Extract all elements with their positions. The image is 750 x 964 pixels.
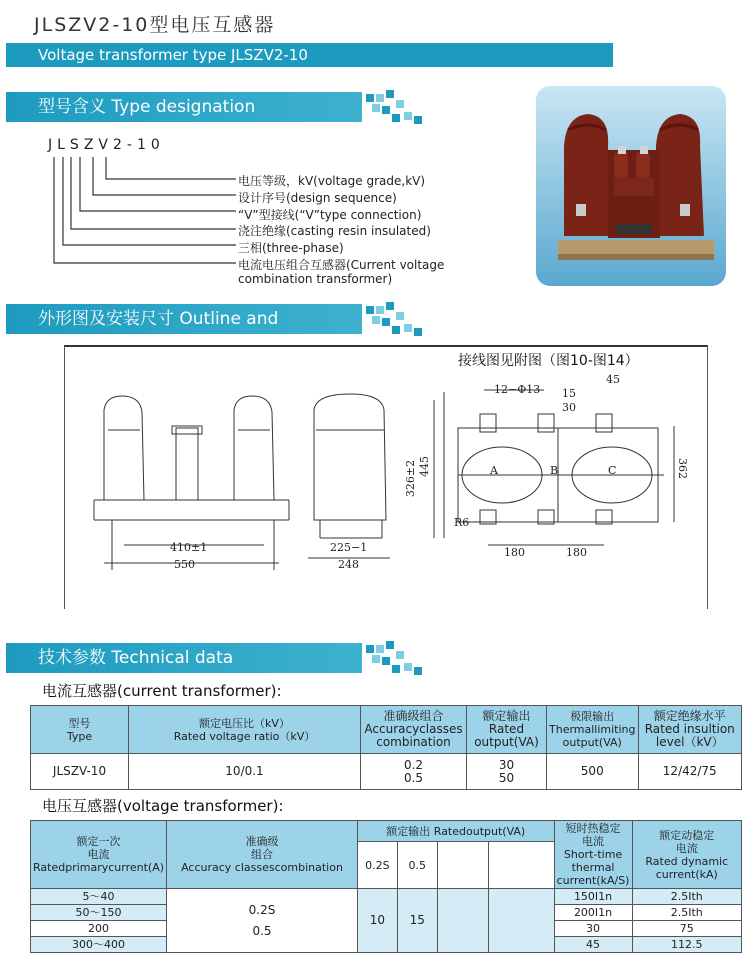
header-accuracy: 准确级 组合 Accuracy classescombination — [167, 821, 358, 889]
header-ratio: 额定电压比（kV） Rated voltage ratio（kV） — [129, 706, 361, 754]
phase-a-label: A — [490, 464, 498, 477]
section-type-designation — [6, 92, 362, 122]
cell-dynamic: 2.5Ith — [632, 905, 741, 921]
phase-b-label: B — [550, 464, 559, 477]
designation-design-sequence: 设计序号(design sequence) — [238, 191, 397, 205]
dim-326: 326±2 — [404, 459, 418, 498]
current-transformer-heading: 电流互感器(current transformer): — [42, 682, 282, 700]
cell-insulation: 12/42/75 — [638, 754, 741, 790]
dim-248: 248 — [338, 558, 359, 571]
dim-445: 445 — [418, 456, 431, 477]
transformer-image — [536, 86, 726, 286]
dim-45: 45 — [606, 373, 620, 386]
section-title: 外形图及安装尺寸 Outline and dimensions — [38, 309, 279, 359]
cell-thermal: 150I1n — [554, 889, 632, 905]
dim-r6: R6 — [454, 516, 470, 529]
cell-accuracy: 0.2S 0.5 — [167, 889, 358, 953]
designation-casting-resin: 浇注绝缘(casting resin insulated) — [238, 224, 431, 238]
dim-550: 550 — [174, 558, 195, 571]
section-outline-dimensions — [6, 304, 362, 359]
header-thermal-current: 短时热稳定 电流 Short-time thermal current(kA/S) — [554, 821, 632, 889]
dim-180-left: 180 — [504, 546, 525, 559]
table-row — [31, 889, 742, 905]
header-output: 额定输出 Rated output(VA) — [467, 706, 547, 754]
decorative-squares-icon — [366, 641, 424, 675]
table-header-row — [31, 706, 742, 754]
header-dynamic-current: 额定动稳定 电流 Rated dynamic current(kA) — [632, 821, 741, 889]
header-output-empty-1 — [437, 842, 489, 889]
designation-three-phase: 三相(three-phase) — [238, 241, 344, 255]
cell-output-05: 15 — [397, 889, 437, 953]
cell-type: JLSZV-10 — [31, 754, 129, 790]
cell-primary: 300～400 — [31, 937, 167, 953]
header-rated-output: 额定输出 Ratedoutput(VA) — [357, 821, 554, 842]
header-output-05: 0.5 — [397, 842, 437, 889]
cell-limiting: 500 — [547, 754, 639, 790]
designation-code: JLSZV2-10 — [48, 137, 165, 153]
product-photo — [536, 86, 726, 286]
header-insulation: 额定绝缘水平 Rated insultion level（kV） — [638, 706, 741, 754]
designation-voltage-grade: 电压等级，kV(voltage grade,kV) — [238, 174, 426, 188]
designation-combination: 电流电压组合互感器(Current voltage — [238, 258, 445, 272]
decorative-squares-icon — [366, 302, 424, 336]
designation-v-connection: “V”型接线(“V”type connection) — [238, 208, 422, 222]
cell-dynamic: 2.5Ith — [632, 889, 741, 905]
wiring-diagram-note: 接线图见附图（图10-图14） — [458, 353, 639, 369]
dim-30: 30 — [562, 401, 576, 414]
cell-primary: 50～150 — [31, 905, 167, 921]
cell-output-02s: 10 — [357, 889, 397, 953]
dim-12-phi-13: 12−Φ13 — [494, 383, 541, 396]
cell-ratio: 10/0.1 — [129, 754, 361, 790]
section-title: 技术参数 Technical data — [38, 648, 234, 668]
section-technical-data — [6, 643, 362, 673]
header-type: 型号 Type — [31, 706, 129, 754]
dim-180-right: 180 — [566, 546, 587, 559]
voltage-transformer-heading: 电压互感器(voltage transformer): — [42, 797, 284, 815]
dim-410: 410±1 — [170, 541, 208, 554]
header-primary-current: 额定一次 电流 Ratedprimarycurrent(A) — [31, 821, 167, 889]
current-transformer-table — [30, 705, 742, 790]
voltage-transformer-table — [30, 820, 742, 953]
cell-primary: 200 — [31, 921, 167, 937]
table-row — [31, 754, 742, 790]
page-subtitle: Voltage transformer type JLSZV2-10 — [6, 43, 613, 67]
cell-dynamic: 75 — [632, 921, 741, 937]
cell-dynamic: 112.5 — [632, 937, 741, 953]
header-output-empty-2 — [489, 842, 554, 889]
header-output-02s: 0.2S — [357, 842, 397, 889]
cell-thermal: 30 — [554, 921, 632, 937]
designation-combination-cont: combination transformer) — [238, 272, 393, 286]
cell-thermal: 200I1n — [554, 905, 632, 921]
cell-accuracy: 0.2 0.5 — [361, 754, 467, 790]
decorative-squares-icon — [366, 90, 424, 124]
table-header-row — [31, 821, 742, 842]
dim-15: 15 — [562, 387, 576, 400]
dim-225: 225−1 — [330, 541, 368, 554]
cell-output-empty-1 — [437, 889, 489, 953]
cell-thermal: 45 — [554, 937, 632, 953]
cell-output-empty-2 — [489, 889, 554, 953]
page-title: JLSZV2-10型电压互感器 — [34, 14, 276, 36]
phase-c-label: C — [608, 464, 617, 477]
designation-leader-lines — [50, 155, 240, 270]
dim-362: 362 — [676, 458, 689, 479]
header-accuracy: 准确级组合 Accuracyclasses combination — [361, 706, 467, 754]
cell-output: 30 50 — [467, 754, 547, 790]
section-title: 型号含义 Type designation — [38, 97, 256, 117]
header-limiting: 极限输出 Thermallimiting output(VA) — [547, 706, 639, 754]
cell-primary: 5～40 — [31, 889, 167, 905]
